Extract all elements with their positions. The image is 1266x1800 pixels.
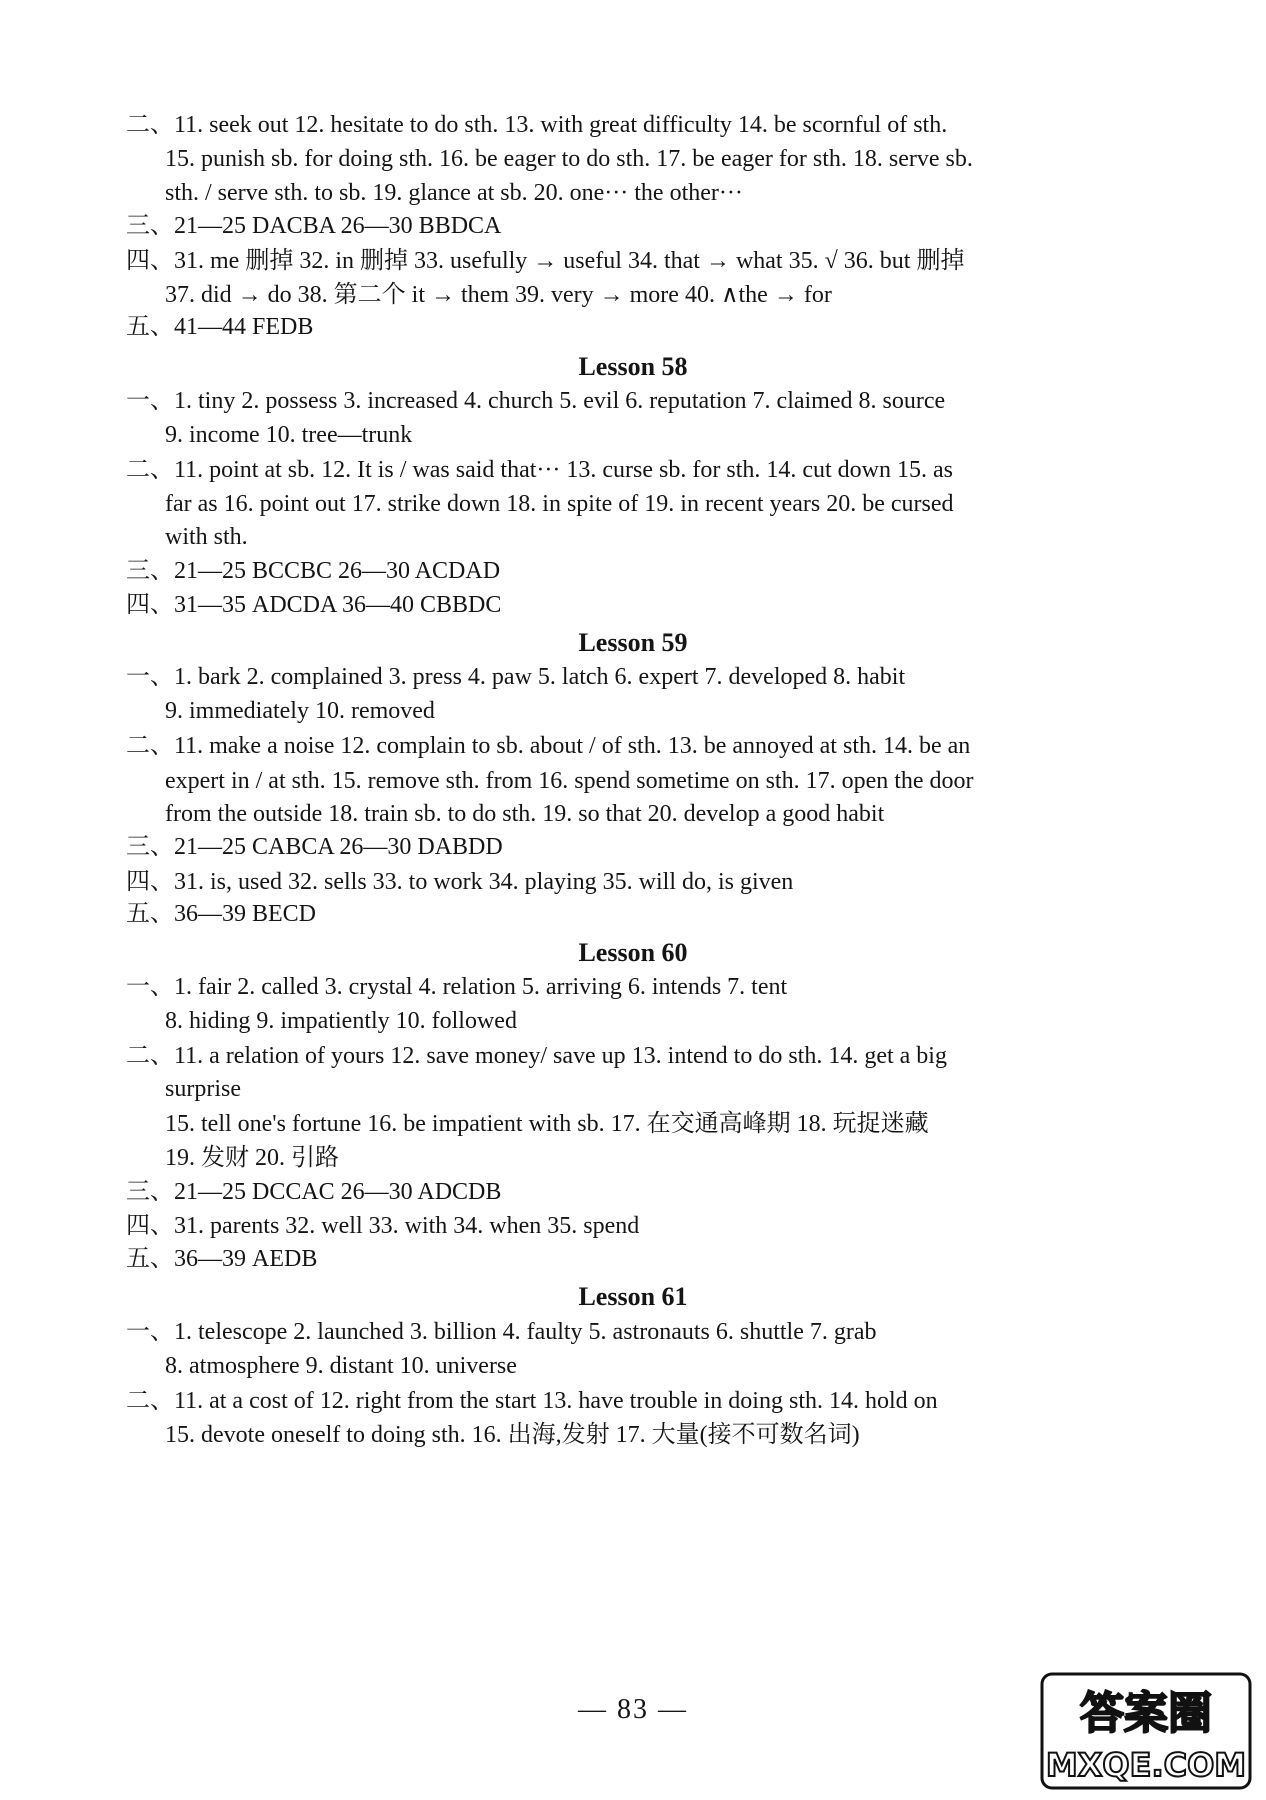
- site-watermark-logo: [1040, 1672, 1252, 1790]
- answer-line: 三、21—25 CABCA 26—30 DABDD: [126, 834, 503, 860]
- answer-line: 8. hiding 9. impatiently 10. followed: [165, 1008, 517, 1034]
- answer-line: 三、21—25 DACBA 26—30 BBDCA: [126, 213, 502, 239]
- answer-line: with sth.: [165, 524, 248, 550]
- answer-line: surprise: [165, 1076, 241, 1102]
- answer-line: 五、36—39 AEDB: [126, 1246, 318, 1272]
- answer-line: 四、31. is, used 32. sells 33. to work 34. playing 35. will do, is given: [126, 869, 794, 895]
- lesson-heading: Lesson 61: [578, 1282, 688, 1311]
- answer-line: 一、1. tiny 2. possess 3. increased 4. church 5. evil 6. reputation 7. claimed 8. source: [126, 388, 946, 414]
- answer-line: 19. 发财 20. 引路: [165, 1145, 339, 1171]
- answer-line: 15. tell one's fortune 16. be impatient with sb. 17. 在交通高峰期 18. 玩捉迷藏: [165, 1111, 929, 1137]
- answer-line: 8. atmosphere 9. distant 10. universe: [165, 1353, 517, 1379]
- answer-line: 四、31. parents 32. well 33. with 34. when 35. spend: [126, 1213, 640, 1239]
- answer-line: 二、11. make a noise 12. complain to sb. about / of sth. 13. be annoyed at sth. 14. be an: [126, 733, 971, 759]
- watermark-top-text: 答案圈: [1080, 1688, 1212, 1739]
- answer-line: far as 16. point out 17. strike down 18. in spite of 19. in recent years 20. be cursed: [165, 491, 954, 517]
- lesson-heading: Lesson 59: [578, 628, 688, 657]
- answer-line: 9. income 10. tree—trunk: [165, 422, 413, 448]
- answer-line: 15. devote oneself to doing sth. 16. 出海,发射 17. 大量(接不可数名词): [165, 1422, 860, 1448]
- answer-line: 五、41—44 FEDB: [126, 314, 314, 340]
- answer-line: 三、21—25 BCCBC 26—30 ACDAD: [126, 558, 501, 584]
- answer-line: 9. immediately 10. removed: [165, 698, 435, 724]
- answer-line: 三、21—25 DCCAC 26—30 ADCDB: [126, 1179, 502, 1205]
- answer-line: 一、1. fair 2. called 3. crystal 4. relation 5. arriving 6. intends 7. tent: [126, 974, 788, 1000]
- answer-line: 一、1. bark 2. complained 3. press 4. paw 5. latch 6. expert 7. developed 8. habit: [126, 664, 906, 690]
- page-number: — 83 —: [578, 1694, 688, 1725]
- watermark-bottom-text: MXQE.COM: [1045, 1746, 1247, 1784]
- answer-line: 37. did → do 38. 第二个 it → them 39. very → more 40. ∧the → for: [165, 282, 832, 308]
- lesson-heading: Lesson 58: [578, 352, 688, 381]
- answer-line: 四、31—35 ADCDA 36—40 CBBDC: [126, 592, 502, 618]
- answer-line: 一、1. telescope 2. launched 3. billion 4. faulty 5. astronauts 6. shuttle 7. grab: [126, 1319, 877, 1345]
- answer-line: 二、11. a relation of yours 12. save money/ save up 13. intend to do sth. 14. get a big: [126, 1043, 947, 1069]
- answer-line: 五、36—39 BECD: [126, 901, 317, 927]
- answer-line: 二、11. seek out 12. hesitate to do sth. 13. with great difficulty 14. be scornful of sth.: [126, 112, 948, 138]
- answer-line: 15. punish sb. for doing sth. 16. be eager to do sth. 17. be eager for sth. 18. serve sb.: [165, 146, 973, 172]
- answer-line: sth. / serve sth. to sb. 19. glance at sb. 20. one··· the other···: [165, 180, 743, 206]
- answer-line: from the outside 18. train sb. to do sth. 19. so that 20. develop a good habit: [165, 801, 885, 827]
- answer-line: 二、11. point at sb. 12. It is / was said that··· 13. curse sb. for sth. 14. cut down 15. as: [126, 457, 954, 483]
- answer-line: 四、31. me 删掉 32. in 删掉 33. usefully → useful 34. that → what 35. √ 36. but 删掉: [126, 248, 965, 274]
- lesson-heading: Lesson 60: [578, 938, 688, 967]
- answer-line: expert in / at sth. 15. remove sth. from 16. spend sometime on sth. 17. open the door: [165, 768, 974, 794]
- answer-line: 二、11. at a cost of 12. right from the start 13. have trouble in doing sth. 14. hold on: [126, 1388, 938, 1414]
